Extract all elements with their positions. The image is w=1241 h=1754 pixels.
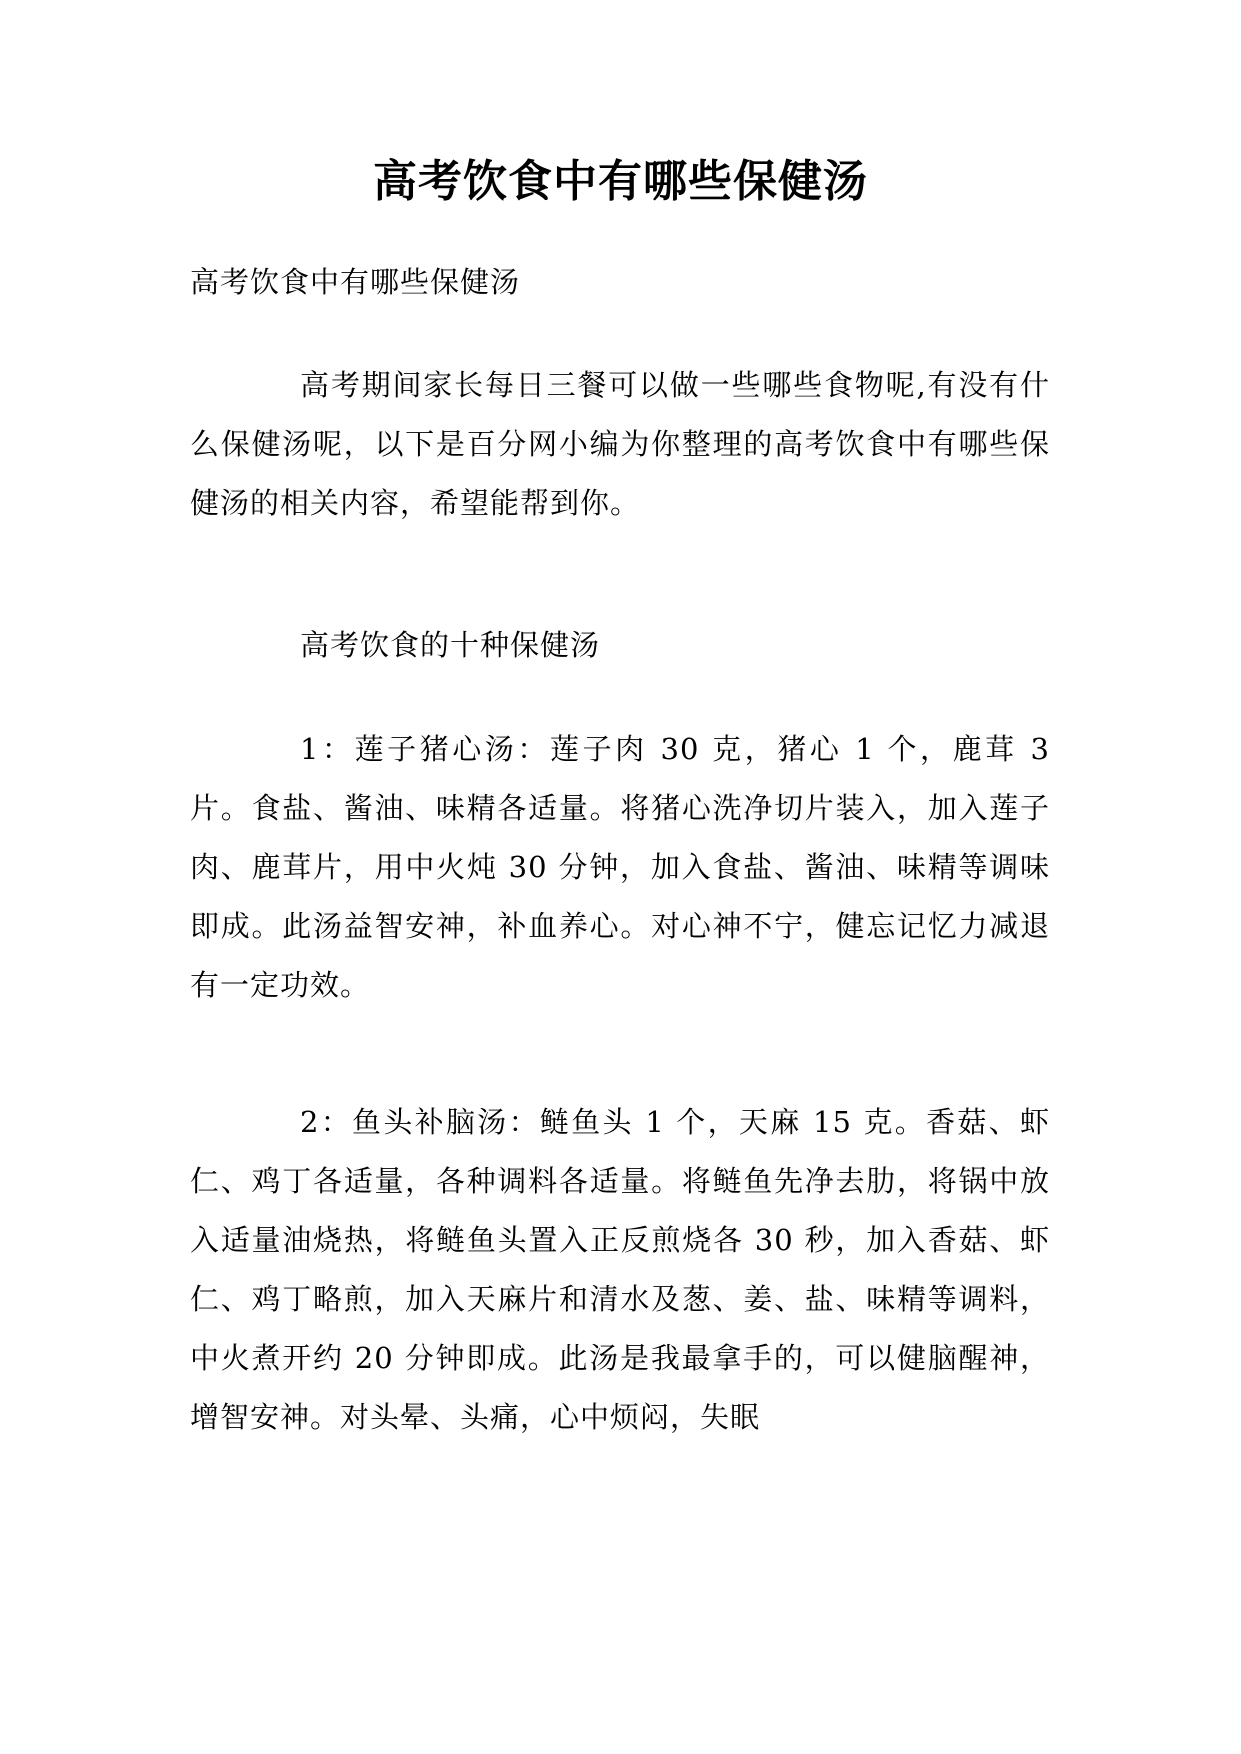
soup-item-2: 2：鱼头补脑汤：鲢鱼头 1 个，天麻 15 克。香菇、虾仁、鸡丁各适量，各种调料各适量。将鲢鱼先净去肋，将锅中放入适量油烧热，将鲢鱼头置入正反煎烧各 30 秒，加入香菇、虾仁、鸡丁略煎，加入天麻片和清水及葱、姜、盐、味精等调料，中火煮开约 20 分钟即成。此汤是我最拿手的，可以健脑醒神，增智安神。对头晕、头痛，心中烦闷，失眠 [190, 1105, 1050, 1434]
section-heading: 高考饮食的十种保健汤 [300, 628, 601, 662]
soup-item-1: 1：莲子猪心汤：莲子肉 30 克，猪心 1 个，鹿茸 3 片。食盐、酱油、味精各适量。将猪心洗净切片装入，加入莲子肉、鹿茸片，用中火炖 30 分钟，加入食盐、酱油、味精等调味即成。此汤益智安神，补血养心。对心神不宁，健忘记忆力减退有一定功效。 [190, 732, 1050, 1002]
document-subtitle: 高考饮食中有哪些保健汤 [190, 265, 521, 299]
intro-paragraph: 高考期间家长每日三餐可以做一些哪些食物呢,有没有什么保健汤呢，以下是百分网小编为你整理的高考饮食中有哪些保健汤的相关内容，希望能帮到你。 [190, 368, 1050, 520]
document-title: 高考饮食中有哪些保健汤 [373, 156, 868, 207]
